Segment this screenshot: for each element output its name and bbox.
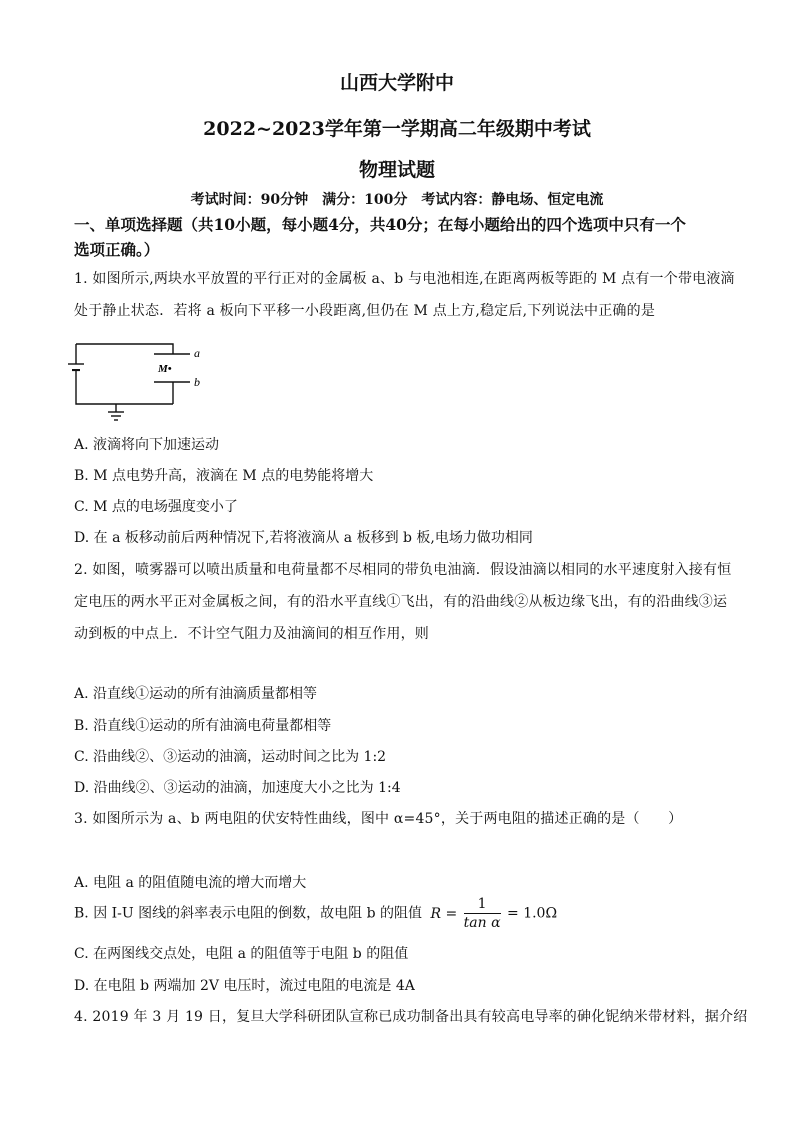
q1-stem-line2: 处于静止状态．若将 a 板向下平移一小段距离,但仍在 M 点上方,稳定后,下列说法中正确的是 <box>74 303 656 319</box>
q2-option-d: D. 沿曲线②、③运动的油滴，加速度大小之比为 1:4 <box>74 780 401 796</box>
exam-info: 考试时间：90分钟 满分：100分 考试内容：静电场、恒定电流 <box>190 192 604 208</box>
q2-option-a: A. 沿直线①运动的所有油滴质量都相等 <box>74 686 318 702</box>
q1-option-a: A. 液滴将向下加速运动 <box>74 437 220 453</box>
section-heading-line1: 一、单项选择题（共10小题，每小题4分，共40分；在每小题给出的四个选项中只有一个 <box>74 215 686 234</box>
q2-option-b: B. 沿直线①运动的所有油滴电荷量都相等 <box>74 718 332 734</box>
q3-option-b-result: = 1.0Ω <box>507 905 558 922</box>
q1-circuit-diagram <box>68 326 218 426</box>
section-heading-line2: 选项正确。） <box>74 240 160 259</box>
school-name: 山西大学附中 <box>339 72 454 94</box>
q2-stem-line3: 动到板的中点上．不计空气阻力及油滴间的相互作用，则 <box>74 626 429 642</box>
q2-stem-line1: 2. 如图，喷雾器可以喷出质量和电荷量都不尽相同的带负电油滴．假设油滴以相同的水平速度射入接有恒 <box>74 562 732 578</box>
plate-b-label: b <box>194 375 200 389</box>
exam-title: 2022~2023学年第一学期高二年级期中考试 <box>203 118 591 140</box>
fraction-denominator: tan α <box>463 915 501 931</box>
q2-stem-line2: 定电压的两水平正对金属板之间，有的沿水平直线①飞出，有的沿曲线②从板边缘飞出，有的沿曲线③运 <box>74 594 728 610</box>
q3-option-b-fraction <box>464 895 501 932</box>
point-m-label: M• <box>158 363 172 375</box>
q3-option-b-text: B. 因 I-U 图线的斜率表示电阻的倒数，故电阻 b 的阻值 <box>74 905 423 922</box>
q3-option-b-r: R = <box>430 905 458 922</box>
q2-option-c: C. 沿曲线②、③运动的油滴，运动时间之比为 1:2 <box>74 749 387 765</box>
q3-stem-line1: 3. 如图所示为 a、b 两电阻的伏安特性曲线，图中 α=45°，关于两电阻的描述正确的是（ ） <box>74 811 683 827</box>
q1-stem-line1: 1. 如图所示,两块水平放置的平行正对的金属板 a、b 与电池相连,在距离两板等距的 M 点有一个带电液滴 <box>74 271 735 287</box>
q3-option-d: D. 在电阻 b 两端加 2V 电压时，流过电阻的电流是 4A <box>74 978 415 994</box>
subject-title: 物理试题 <box>358 159 435 181</box>
q4-stem-line1: 4. 2019 年 3 月 19 日，复旦大学科研团队宣称已成功制备出具有较高电导率的砷化铌纳米带材料，据介绍 <box>74 1009 748 1025</box>
q3-option-b <box>74 895 557 932</box>
q3-option-a: A. 电阻 a 的阻值随电流的增大而增大 <box>74 875 307 891</box>
q1-option-b: B. M 点电势升高，液滴在 M 点的电势能将增大 <box>74 468 374 484</box>
plate-a-label: a <box>194 346 200 360</box>
q3-option-c: C. 在两图线交点处，电阻 a 的阻值等于电阻 b 的阻值 <box>74 946 409 962</box>
fraction-numerator: 1 <box>464 895 501 914</box>
q1-option-c: C. M 点的电场强度变小了 <box>74 499 238 515</box>
q1-option-d: D. 在 a 板移动前后两种情况下,若将液滴从 a 板移到 b 板,电场力做功相同 <box>74 530 533 546</box>
